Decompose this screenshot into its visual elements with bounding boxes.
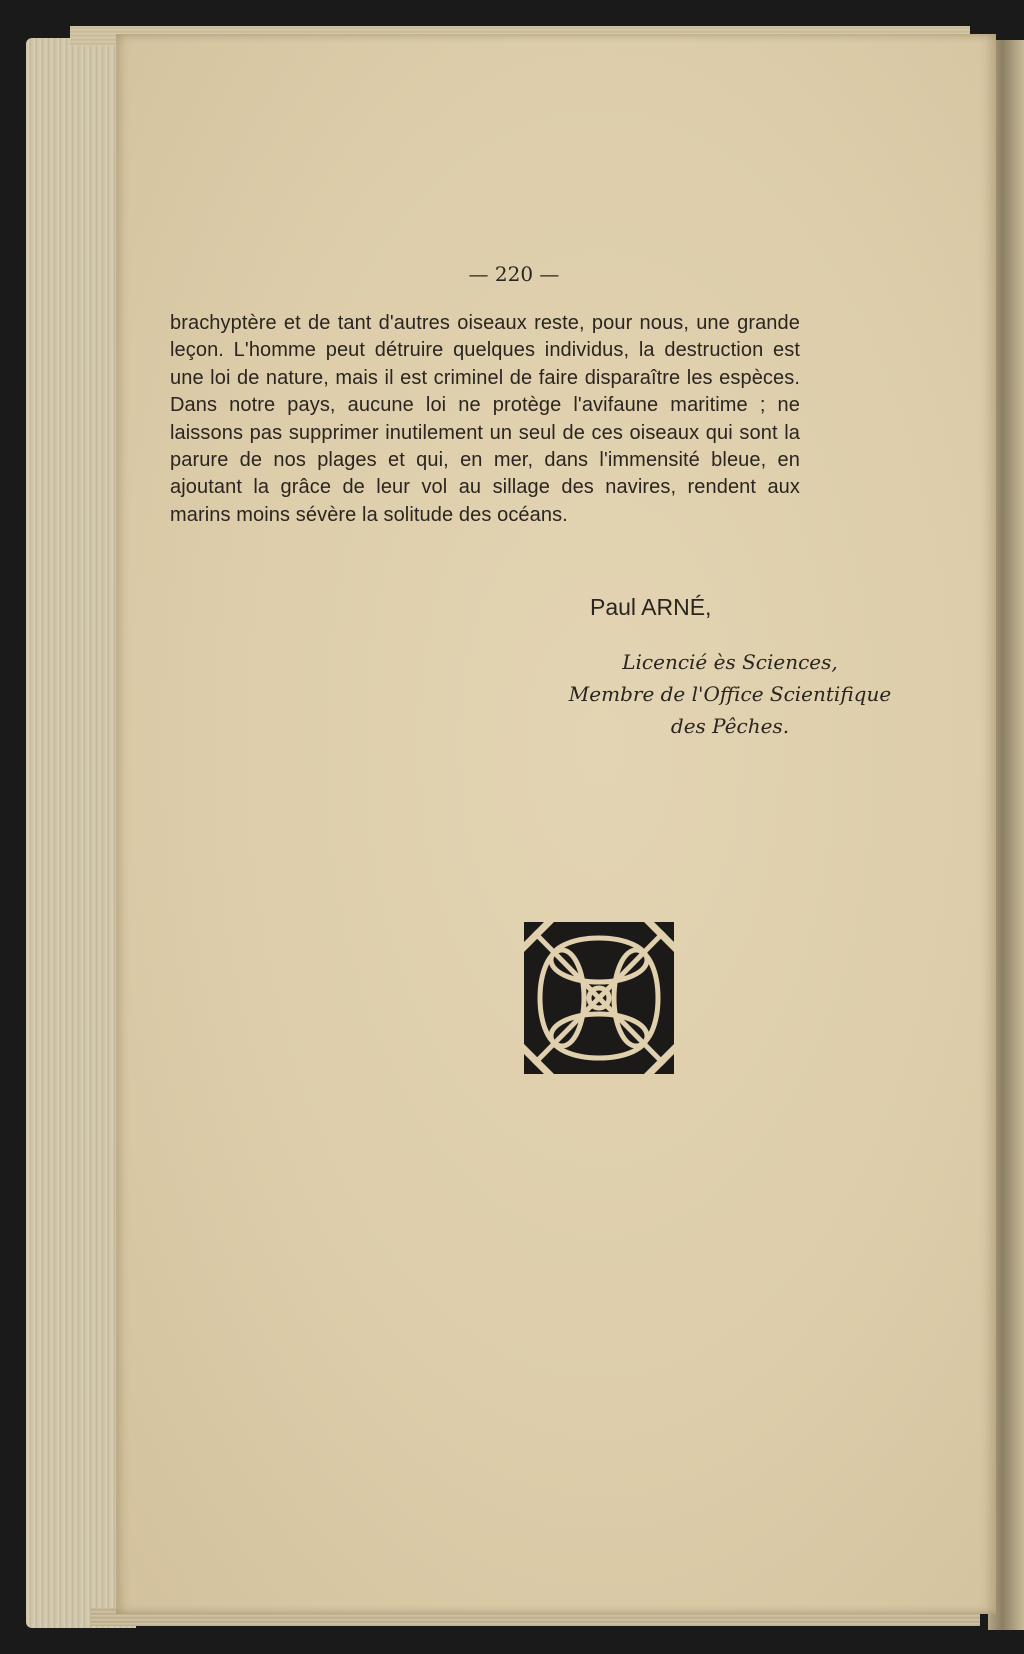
body-line: disparaître les espèces. Dans notre pays, aucune loi ne protège	[170, 366, 801, 417]
body-line: sillage des navires, rendent aux marins moins sévère la solitude des	[170, 476, 800, 526]
affiliation-line-3: des Pêches.	[670, 714, 790, 738]
body-paragraph	[170, 310, 800, 529]
body-line: l'avifaune maritime ; ne laissons pas supprimer inutilement un	[170, 394, 800, 444]
body-line: océans.	[497, 503, 568, 526]
body-line: brachyptère et de tant d'autres oiseaux reste, pour nous, une	[170, 312, 730, 334]
author-name: Paul ARNÉ,	[590, 594, 712, 620]
body-line: seul de ces oiseaux qui sont la parure de nos plages et qui, en	[170, 421, 800, 472]
author-affiliation	[520, 646, 940, 742]
floral-square-ornament-icon	[524, 922, 674, 1074]
page-number: — 220 —	[468, 262, 560, 286]
body-line: grande leçon. L'homme peut détruire quelques individus, la	[170, 312, 800, 362]
affiliation-line-2: Membre de l'Office Scientifique	[568, 682, 892, 706]
affiliation-line-1: Licencié ès Sciences,	[622, 650, 838, 674]
body-line: mer, dans l'immensité bleue, en ajoutant la grâce de leur vol au	[170, 449, 800, 499]
body-line: destruction est une loi de nature, mais il est criminel de faire	[170, 339, 800, 389]
